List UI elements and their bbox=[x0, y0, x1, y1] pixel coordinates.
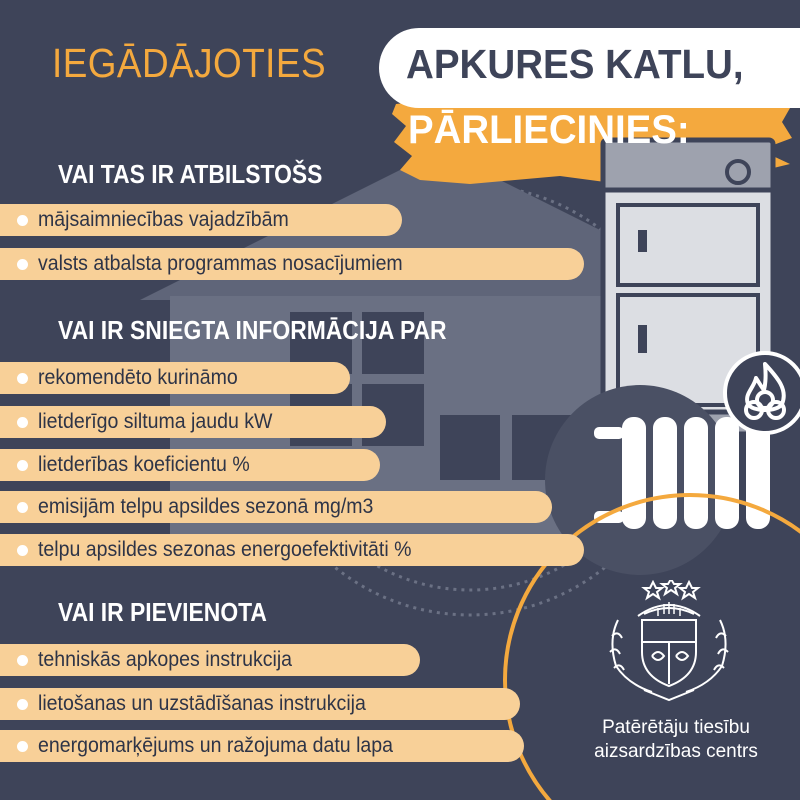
checklist-item bbox=[0, 449, 380, 481]
checklist-item bbox=[0, 248, 584, 280]
organization-name-line2: aizsardzības centrs bbox=[594, 741, 758, 762]
bullet-dot-icon bbox=[17, 417, 28, 428]
bullet-dot-icon bbox=[17, 259, 28, 270]
checklist-item-label: tehniskās apkopes instrukcija bbox=[38, 648, 293, 671]
title-highlight: PĀRLIECINIES: bbox=[408, 108, 690, 152]
bullet-dot-icon bbox=[17, 215, 28, 226]
checklist-item bbox=[0, 688, 520, 720]
bullet-dot-icon bbox=[17, 545, 28, 556]
bullet-dot-icon bbox=[17, 741, 28, 752]
organization-name bbox=[576, 716, 776, 764]
title-main: APKURES KATLU, bbox=[406, 41, 744, 87]
bullet-dot-icon bbox=[17, 460, 28, 471]
checklist-item-label: lietderības koeficientu % bbox=[38, 453, 250, 476]
flame-icon bbox=[720, 348, 800, 438]
checklist-item-label: lietošanas un uzstādīšanas instrukcija bbox=[38, 692, 366, 715]
checklist-item-label: telpu apsildes sezonas energoefektivitāti % bbox=[38, 538, 412, 561]
checklist-item bbox=[0, 730, 524, 762]
checklist-item-label: energomarķējums un ražojuma datu lapa bbox=[38, 734, 393, 757]
checklist-item bbox=[0, 644, 420, 676]
title-prefix: IEGĀDĀJOTIES bbox=[52, 40, 327, 86]
bullet-dot-icon bbox=[17, 655, 28, 666]
checklist-item bbox=[0, 362, 350, 394]
checklist-item bbox=[0, 534, 584, 566]
section-heading: VAI IR PIEVIENOTA bbox=[58, 597, 267, 627]
checklist-item-label: mājsaimniecības vajadzībām bbox=[38, 208, 289, 231]
checklist-item-label: rekomendēto kurināmo bbox=[38, 366, 238, 389]
section-heading: VAI IR SNIEGTA INFORMĀCIJA PAR bbox=[58, 315, 447, 345]
checklist-item bbox=[0, 406, 386, 438]
checklist-item bbox=[0, 491, 552, 523]
bullet-dot-icon bbox=[17, 699, 28, 710]
checklist-item bbox=[0, 204, 402, 236]
bullet-dot-icon bbox=[17, 373, 28, 384]
checklist-item-label: lietderīgo siltuma jaudu kW bbox=[38, 410, 273, 433]
organization-name-line1: Patērētāju tiesību bbox=[602, 717, 750, 738]
section-heading: VAI TAS IR ATBILSTOŠS bbox=[58, 159, 323, 189]
bullet-dot-icon bbox=[17, 502, 28, 513]
checklist-item-label: emisijām telpu apsildes sezonā mg/m3 bbox=[38, 495, 374, 518]
coat-of-arms-emblem bbox=[598, 580, 740, 704]
checklist-item-label: valsts atbalsta programmas nosacījumiem bbox=[38, 252, 403, 275]
